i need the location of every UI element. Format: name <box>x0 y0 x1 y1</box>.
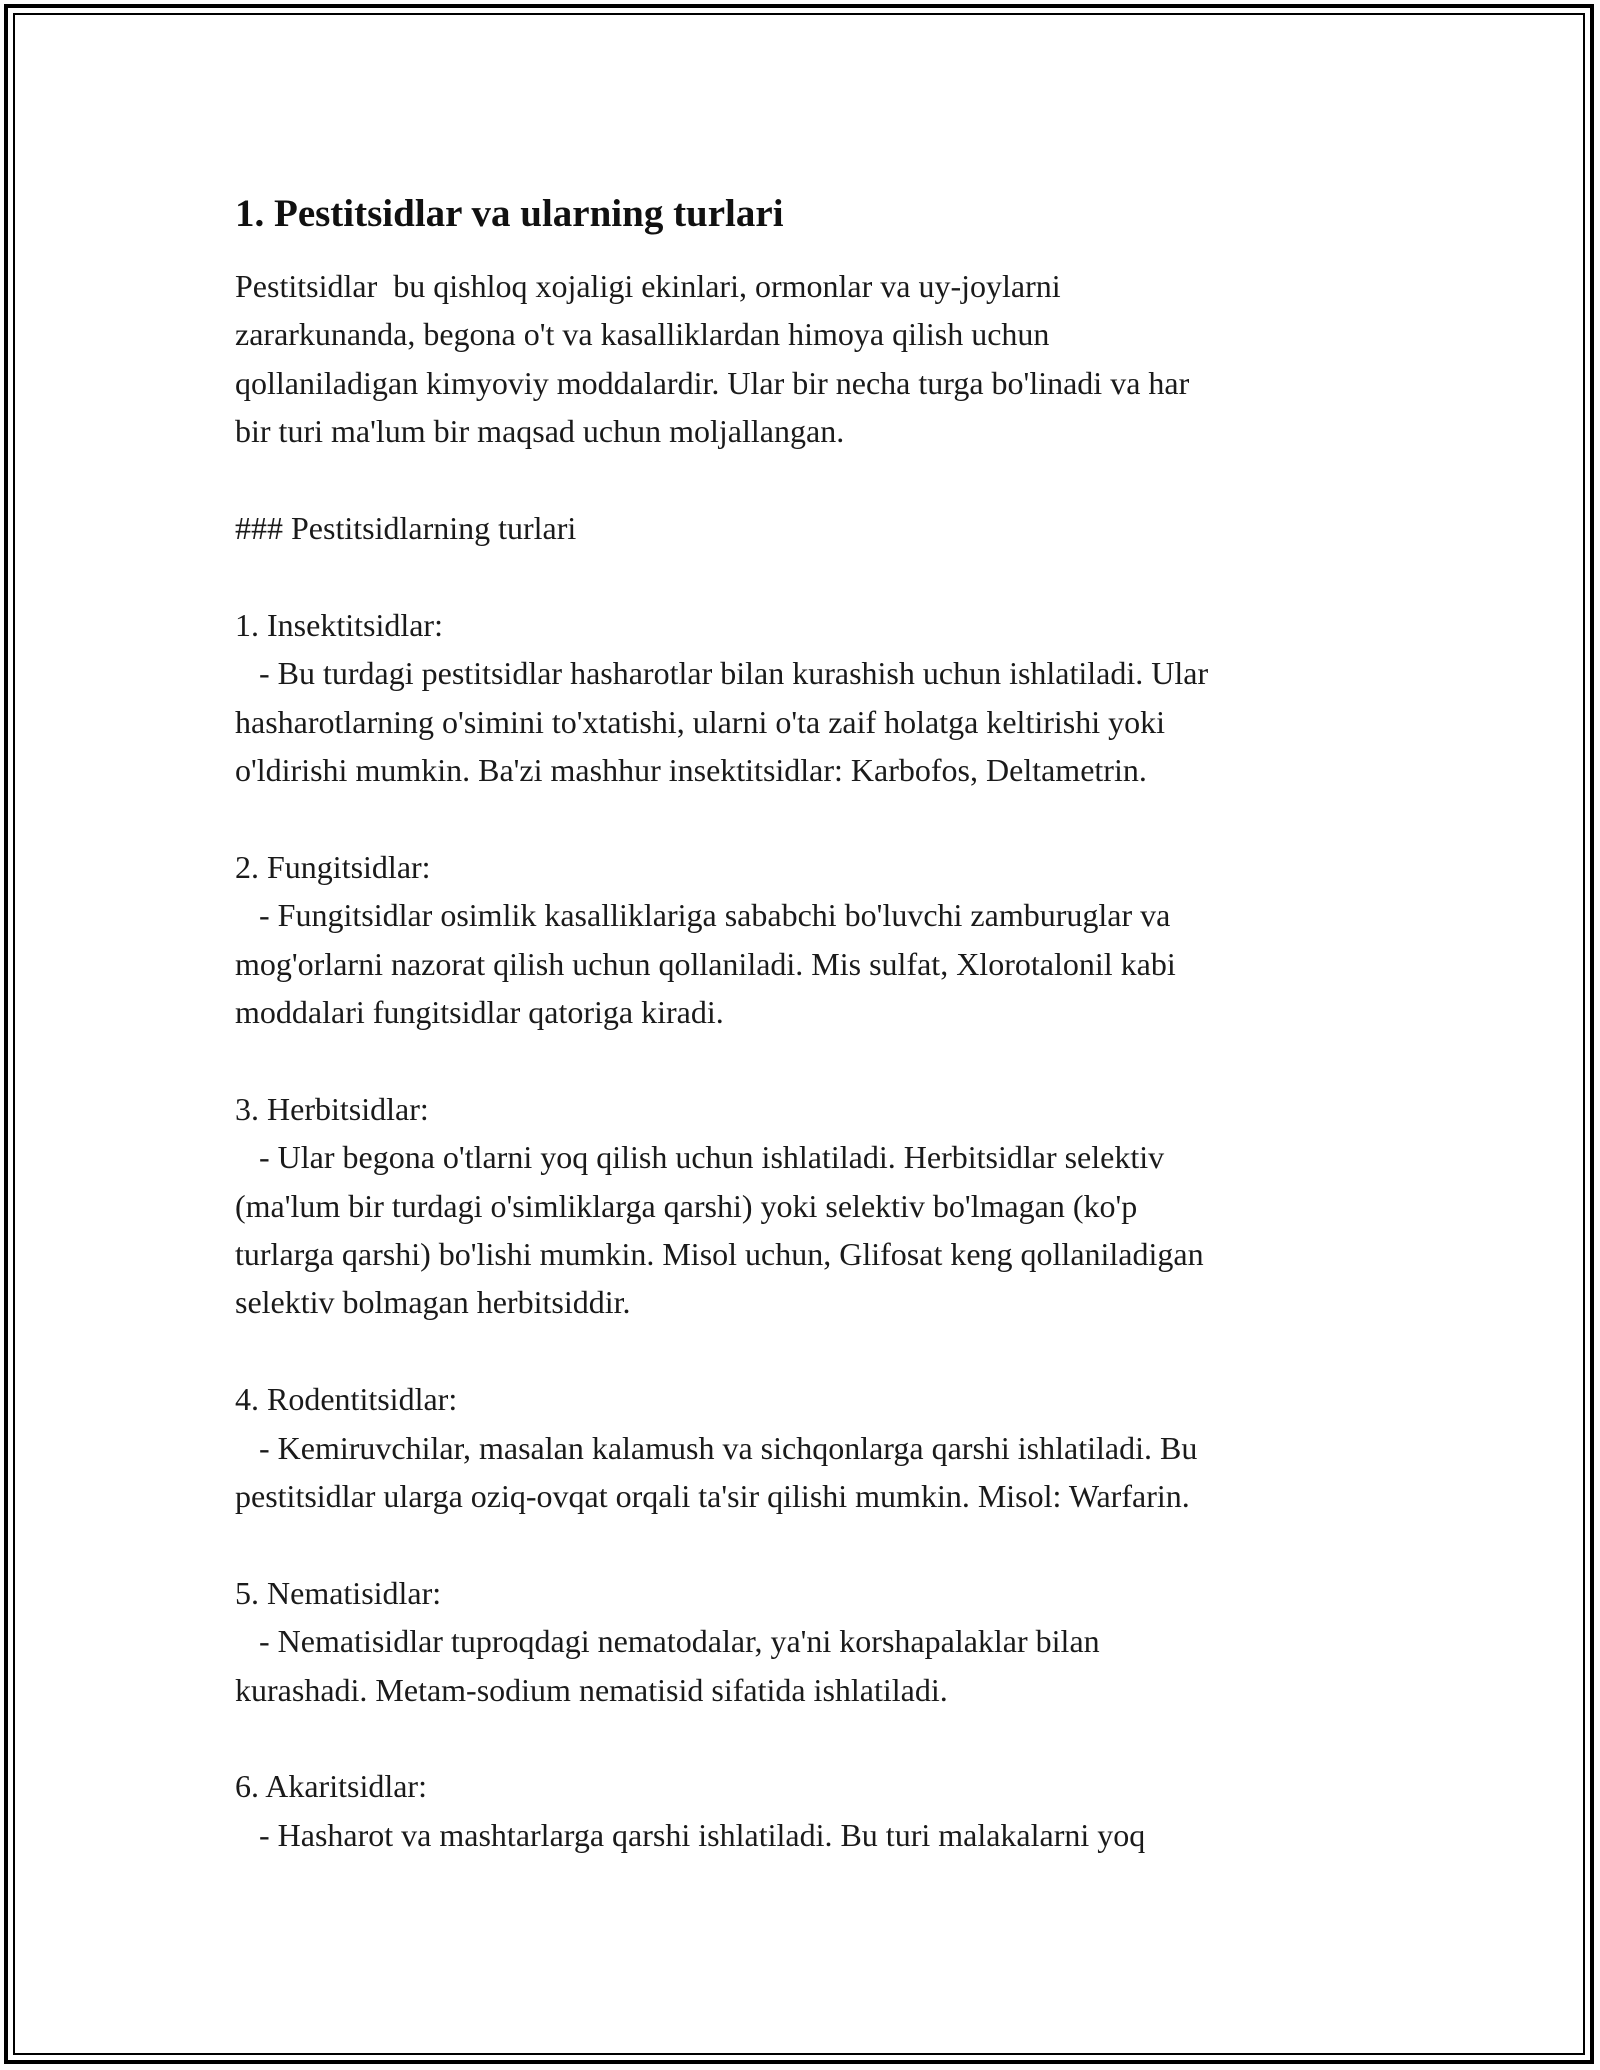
list-item <box>235 1085 1365 1327</box>
list-item <box>235 843 1365 1037</box>
item-title: 1. Insektitsidlar: <box>235 606 443 643</box>
item-title: 2. Fungitsidlar: <box>235 848 431 885</box>
document-title: 1. Pestitsidlar va ularning turlari <box>235 192 784 235</box>
list-item <box>235 1375 1365 1520</box>
list-item <box>235 601 1365 795</box>
spacer <box>235 1714 1365 1762</box>
item-body: - Bu turdagi pestitsidlar hasharotlar bilan kurashish uchun ishlatiladi. Ular hasharotlarning o'simini to'xtatishi, ularni o'ta zaif holatga keltirishi yoki o'ldirishi mumkin. Ba'zi mashhur insektitsidlar: Karbofos, Deltametrin. <box>235 655 1209 789</box>
spacer <box>235 552 1365 600</box>
spacer <box>235 794 1365 842</box>
item-title: 3. Herbitsidlar: <box>235 1090 429 1127</box>
item-title: 4. Rodentitsidlar: <box>235 1381 458 1418</box>
item-body: - Fungitsidlar osimlik kasalliklariga sababchi bo'luvchi zamburuglar va mog'orlarni nazorat qilish uchun qollaniladi. Mis sulfat, Xlorotalonil kabi moddalari fungitsidlar qatoriga kiradi. <box>235 897 1176 1031</box>
item-title: 5. Nematisidlar: <box>235 1574 442 1611</box>
item-body: - Hasharot va mashtarlarga qarshi ishlatiladi. Bu turi malakalarni yoq <box>235 1816 1146 1853</box>
spacer <box>235 1520 1365 1568</box>
spacer <box>235 456 1365 504</box>
spacer <box>235 1036 1365 1084</box>
list-item <box>235 1569 1365 1714</box>
item-title: 6. Akaritsidlar: <box>235 1768 427 1805</box>
section-heading: ### Pestitsidlarning turlari <box>235 510 577 547</box>
item-body: - Nematisidlar tuproqdagi nematodalar, ya'ni korshapalaklar bilan kurashadi. Metam-sodium nematisid sifatida ishlatiladi. <box>235 1623 1100 1708</box>
document-content <box>235 184 1365 1859</box>
list-item <box>235 1762 1365 1859</box>
intro-paragraph: Pestitsidlar bu qishloq xojaligi ekinlari, ormonlar va uy-joylarni zararkunanda, begona o't va kasalliklardan himoya qilish uchun qollaniladigan kimyoviy moddalardir. Ular bir necha turga bo'linadi va har bir turi ma'lum bir maqsad uchun moljallangan. <box>235 268 1190 450</box>
item-body: - Kemiruvchilar, masalan kalamush va sichqonlarga qarshi ishlatiladi. Bu pestitsidlar ularga oziq-ovqat orqali ta'sir qilishi mumkin. Misol: Warfarin. <box>235 1429 1198 1515</box>
item-body: - Ular begona o'tlarni yoq qilish uchun ishlatiladi. Herbitsidlar selektiv (ma'lum bir turdagi o'simliklarga qarshi) yoki selektiv bo'lmagan (ko'p turlarga qarshi) bo'lishi mumkin. Misol uchun, Glifosat keng qollaniladigan selektiv bolmagan herbitsiddir. <box>235 1139 1204 1321</box>
spacer <box>235 1327 1365 1375</box>
